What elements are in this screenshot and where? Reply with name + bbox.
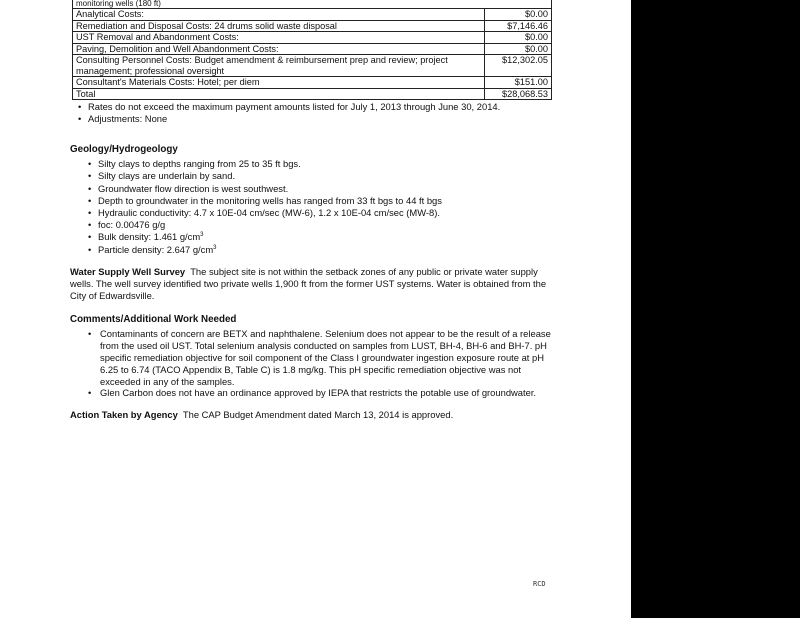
rate-notes [78, 101, 560, 124]
action-text: The CAP Budget Amendment dated March 13, 2014 is approved. [182, 409, 454, 421]
table-row [73, 43, 552, 55]
table-cell-label: Total [73, 88, 485, 100]
geology-heading: Geology/Hydrogeology [70, 144, 178, 156]
list-item: • Rates do not exceed the maximum payment amounts listed for July 1, 2013 through June 30, 2014. [78, 101, 560, 113]
comments-heading: Comments/Additional Work Needed [70, 314, 237, 326]
page-stamp: RCD [533, 580, 546, 588]
document-content [70, 0, 560, 421]
table-cell-amount: $12,302.05 [485, 55, 552, 77]
table-row [73, 55, 552, 77]
list-item-particle-density [88, 244, 560, 256]
list-item: • foc: 0.00476 g/g [88, 219, 560, 231]
table-cell-label: Analytical Costs: [73, 9, 485, 21]
water-supply-heading: Water Supply Well Survey [70, 265, 186, 277]
cost-table [72, 0, 552, 100]
table-cell-amount: $28,068.53 [485, 88, 552, 100]
superscript-3: 3 [200, 232, 204, 239]
table-cell-amount: $7,146.46 [485, 20, 552, 32]
geology-list [88, 158, 560, 256]
table-row [73, 77, 552, 89]
list-item: • Silty clays are underlain by sand. [88, 170, 560, 182]
water-supply-paragraph [70, 266, 556, 303]
table-cell-amount: $0.00 [485, 9, 552, 21]
comments-list [88, 328, 560, 399]
table-cell-cut: monitoring wells (180 ft) [73, 0, 552, 9]
particle-density-text: Particle density: 2.647 g/cm [98, 243, 214, 255]
table-cell-amount: $0.00 [485, 43, 552, 55]
list-item: • Hydraulic conductivity: 4.7 x 10E-04 cm/sec (MW-6), 1.2 x 10E-04 cm/sec (MW-8). [88, 207, 560, 219]
list-item-bulk-density [88, 231, 560, 243]
list-item: • Silty clays to depths ranging from 25 to 35 ft bgs. [88, 158, 560, 170]
table-row [73, 32, 552, 44]
bulk-density-text: Bulk density: 1.461 g/cm [98, 231, 201, 243]
list-item: • Contaminants of concern are BETX and naphthalene. Selenium does not appear to be the result of a release from the used oil UST. Total selenium analysis conducted on samples from LUST, BH-4, BH-6 and BH-7. pH specific remediation objective for soil component of the Class I groundwater ingestion exposure route at pH 6.25 to 6.74 (TACO Appendix B, Table C) is 1.8 mg/kg. This pH specific remediation objective was not exceeded in any of the samples. [88, 328, 556, 387]
table-cell-label: Paving, Demolition and Well Abandonment Costs: [73, 43, 485, 55]
table-row-total [73, 88, 552, 100]
water-supply-text: The subject site is not within the setback zones of any public or private water supply wells. The well survey identified two private wells 1,900 ft from the former UST systems. Water is obtained from the City of Edwardsville. [70, 265, 547, 302]
list-item: • Depth to groundwater in the monitoring wells has ranged from 33 ft bgs to 44 ft bgs [88, 195, 560, 207]
list-item: • Adjustments: None [78, 113, 560, 125]
action-heading: Action Taken by Agency [70, 409, 178, 421]
table-row [73, 20, 552, 32]
superscript-3: 3 [213, 244, 217, 251]
table-cell-amount: $0.00 [485, 32, 552, 44]
table-cell-amount: $151.00 [485, 77, 552, 89]
list-item: • Glen Carbon does not have an ordinance approved by IEPA that restricts the potable use of groundwater. [88, 387, 556, 399]
black-margin [631, 0, 800, 618]
table-cell-label: UST Removal and Abandonment Costs: [73, 32, 485, 44]
table-row [73, 9, 552, 21]
list-item: • Groundwater flow direction is west southwest. [88, 183, 560, 195]
table-cell-label: Remediation and Disposal Costs: 24 drums solid waste disposal [73, 20, 485, 32]
action-paragraph [70, 409, 556, 421]
table-cell-label: Consulting Personnel Costs: Budget amendment & reimbursement prep and review; project management; professional oversight [73, 55, 485, 77]
table-cell-label: Consultant's Materials Costs: Hotel; per diem [73, 77, 485, 89]
table-row-cut [73, 0, 552, 9]
